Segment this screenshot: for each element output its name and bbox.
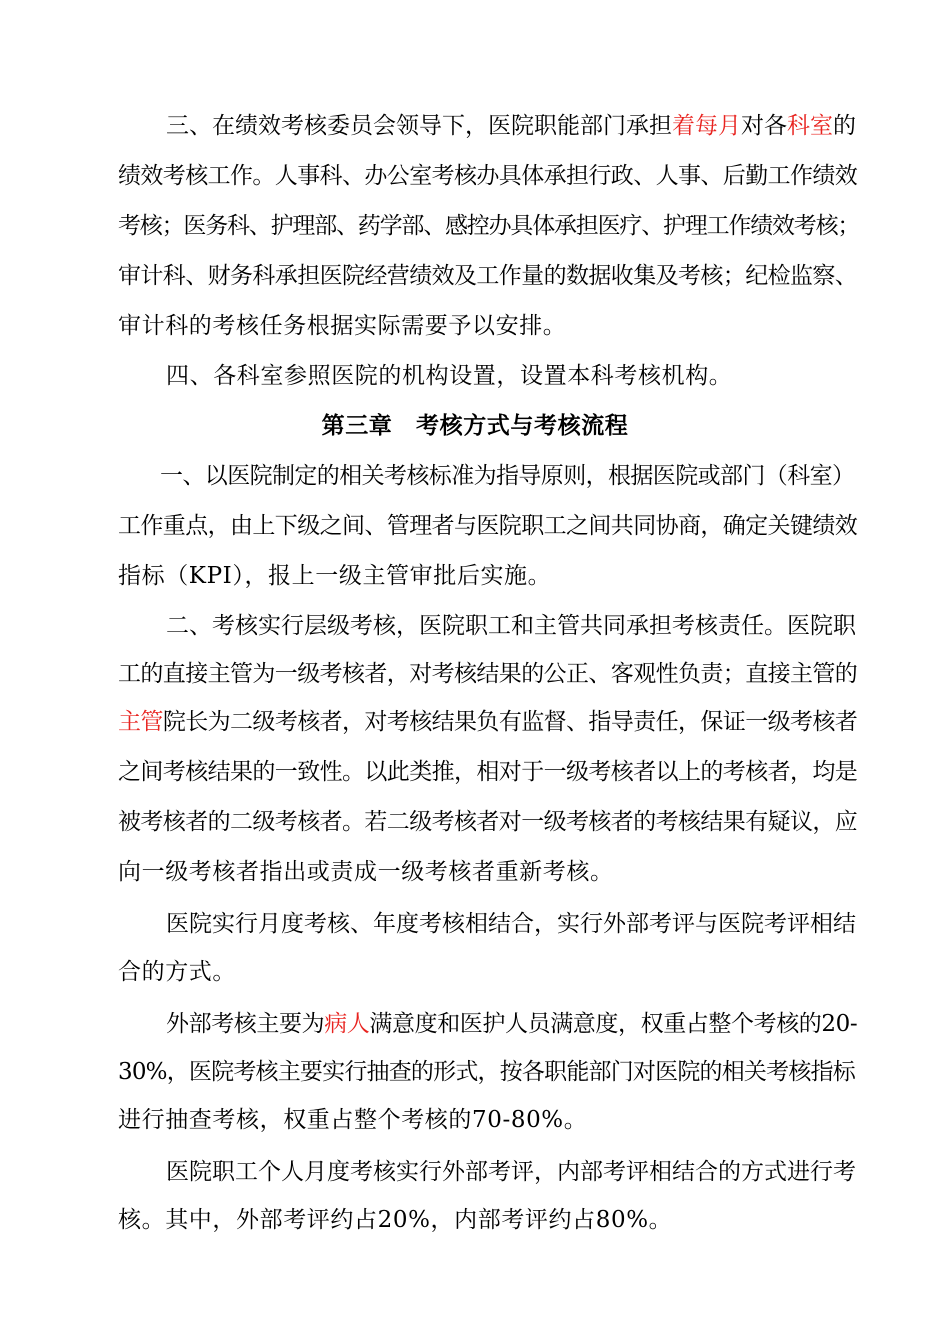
highlighted-text: 着每月 [672,113,741,139]
text-run: 对各 [741,113,787,139]
section-3-line-5: 审计科的考核任务根据实际需要予以安排。 [118,313,567,339]
para-monthly-line-2: 合的方式。 [118,959,236,985]
text-run: 满意度和医护人员满意度，权重占整个考核的20- [369,1011,858,1037]
section-3-line-4: 审计科、财务科承担医院经营绩效及工作量的数据收集及考核；纪检监察、 [118,263,858,289]
item-1-line-3: 指标（KPI），报上一级主管审批后实施。 [118,563,552,589]
para-monthly-line-1: 医院实行月度考核、年度考核相结合，实行外部考评与医院考评相结 [166,911,856,937]
highlighted-text: 病人 [324,1011,370,1037]
item-1-line-2: 工作重点，由上下级之间、管理者与医院职工之间共同协商，确定关键绩效 [118,513,858,539]
section-3-line-2: 绩效考核工作。人事科、办公室考核办具体承担行政、人事、后勤工作绩效 [118,163,858,189]
text-run: 的 [833,113,856,139]
para-external-line-3: 进行抽查考核，权重占整个考核的70-80%。 [118,1107,588,1133]
para-external-line-2: 30%，医院考核主要实行抽查的形式，按各职能部门对医院的相关考核指标 [118,1059,855,1085]
chapter-heading: 第三章 考核方式与考核流程 [321,412,629,439]
section-3-line-1 [166,112,856,140]
highlighted-text: 科室 [787,113,833,139]
text-run: 院长为二级考核者，对考核结果负有监督、指导责任，保证一级考核者 [162,709,858,735]
item-2-line-4: 之间考核结果的一致性。以此类推，相对于一级考核者以上的考核者，均是 [118,759,858,785]
para-personal-line-1: 医院职工个人月度考核实行外部考评，内部考评相结合的方式进行考 [166,1159,856,1185]
section-3-line-3: 考核；医务科、护理部、药学部、感控办具体承担医疗、护理工作绩效考核； [118,213,860,239]
para-external-line-1 [166,1010,857,1038]
section-4-line-1: 四、各科室参照医院的机构设置，设置本科考核机构。 [166,363,733,389]
highlighted-text: 主管 [118,709,163,735]
item-2-line-6: 向一级考核者指出或责成一级考核者重新考核。 [118,859,614,885]
item-2-line-1: 二、考核实行层级考核，医院职工和主管共同承担考核责任。医院职 [166,613,856,639]
item-2-line-5: 被考核者的二级考核者。若二级考核者对一级考核者的考核结果有疑议，应 [118,809,858,835]
para-personal-line-2: 核。其中，外部考评约占20%，内部考评约占80%。 [118,1207,673,1233]
item-2-line-2: 工的直接主管为一级考核者，对考核结果的公正、客观性负责；直接主管的 [118,661,858,687]
item-2-line-3 [118,708,857,736]
text-run: 三、在绩效考核委员会领导下，医院职能部门承担 [166,113,672,139]
text-run: 外部考核主要为 [166,1011,325,1037]
item-1-line-1: 一、以医院制定的相关考核标准为指导原则，根据医院或部门（科室） [160,463,855,489]
